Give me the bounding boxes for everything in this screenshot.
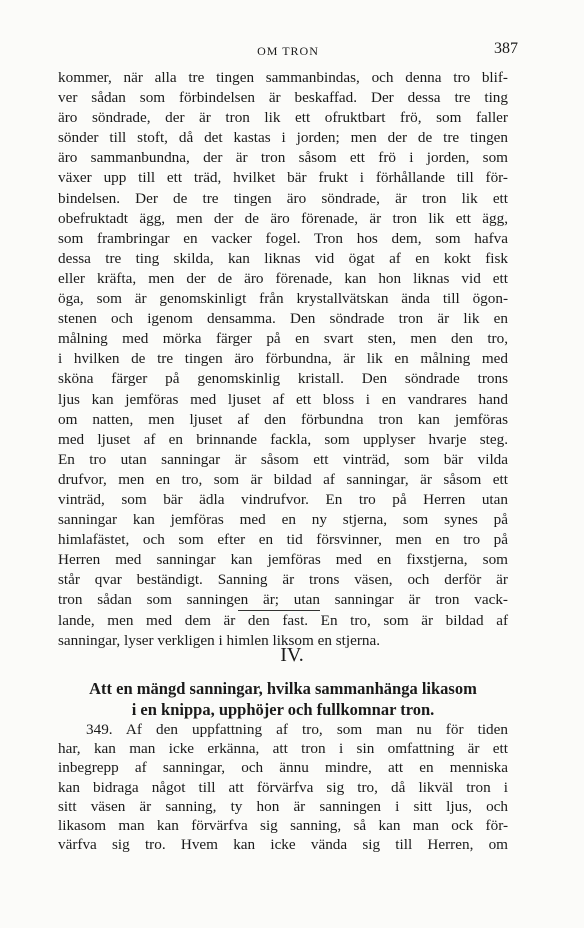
text-line: i hvilken de tre tingen äro förbundna, är lik en målning med bbox=[58, 350, 508, 368]
text-line: med ljuset af en brinnande fackla, som upplyser hvarje steg. bbox=[58, 430, 508, 448]
text-line: eller kräfta, men der de äro förenade, kan hon liknas vid ett bbox=[58, 269, 508, 287]
title-line: i en knippa, upphöjer och fullkomnar tron. bbox=[131, 700, 435, 719]
text-line: inbegrepp af sanningar, och ännu mindre, att en menniska bbox=[58, 759, 508, 777]
text-line: sitt väsen är sanning, ty hon är sanningen i sitt ljus, och bbox=[58, 797, 508, 815]
text-line: obefruktadt ägg, men der de äro förenade, är tron lik ett ägg, bbox=[58, 209, 508, 227]
text-line: sanningar, lyser verkligen i himlen liksom en stjerna. bbox=[58, 631, 381, 649]
paragraph-349 bbox=[58, 720, 508, 854]
text-line: 349. Af den uppfattning af tro, som man nu för tiden bbox=[86, 721, 508, 738]
text-line: som frambringar en vacker fogel. Tron hos dem, som hafva bbox=[58, 229, 508, 247]
text-line: En tro utan sanningar är såsom ett vinträd, som bär vilda bbox=[58, 450, 508, 468]
text-line: har, kan man icke erkänna, att tron i sin omfattning är ett bbox=[58, 740, 508, 758]
text-line: stenen och igenom densamma. Den söndrade tron är lik en bbox=[58, 310, 508, 328]
section-number: IV. bbox=[280, 644, 304, 666]
text-line: öga, som är genomskinligt från krystallvätskan ända till ögon- bbox=[58, 290, 508, 308]
text-line: vinträd, som bär ädla vindrufvor. En tro på Herren utan bbox=[58, 490, 508, 508]
text-line: ljus kan jemföras med ljuset af ett bloss i en vandrares hand bbox=[58, 390, 508, 408]
text-line: sköna färger på genomskinlig kristall. Den söndrade trons bbox=[58, 370, 508, 388]
text-line: kan bidraga något till att förvärfva sig tro, då likväl tron i bbox=[58, 778, 508, 796]
text-line: likasom man kan förvärfva sig sanning, så kan man ock för- bbox=[58, 816, 508, 834]
running-head: OM TRON bbox=[257, 44, 319, 58]
text-line: sönder till stoft, då det kastas i jorden; men der de tre tingen bbox=[58, 129, 508, 147]
text-line: sanningar kan jemföras med en ny stjerna, som synes på bbox=[58, 511, 508, 529]
text-line: drufvor, men en tro, som är bildad af sanningar, är såsom ett bbox=[58, 470, 508, 488]
text-line: lande, men med dem är den fast. En tro, som är bildad af bbox=[58, 611, 508, 629]
text-line: om natten, men ljuset af den förbundna tron kan jemföras bbox=[58, 410, 508, 428]
page-header bbox=[58, 40, 518, 60]
section-divider bbox=[238, 610, 320, 611]
text-line: tron sådan som sanningen är; utan sanningar är tron vack- bbox=[58, 591, 508, 609]
text-line: ver sådan som förbindelsen är beskaffad. Der dessa tre ting bbox=[58, 89, 508, 107]
text-line: Herren med sanningar kan jemföras med en fixstjerna, som bbox=[58, 551, 508, 569]
text-line: äro sammanbundna, der är tron såsom ett frö i jorden, som bbox=[58, 149, 508, 167]
text-line: målning med mörka färger på en svart sten, men den tro, bbox=[58, 330, 508, 348]
text-line: värfva sig tro. Hvem kan icke vända sig till Herren, om bbox=[58, 836, 508, 854]
section-title bbox=[48, 678, 518, 720]
text-line: himlafästet, och som efter en tid försvinner, men en tro på bbox=[58, 531, 508, 549]
text-line: bindelsen. Der de tre tingen äro söndrade, är tron lik ett bbox=[58, 189, 508, 207]
text-line: står qvar beständigt. Sanning är trons väsen, och derför är bbox=[58, 571, 508, 589]
title-line: Att en mängd sanningar, hvilka sammanhänga likasom bbox=[89, 679, 477, 698]
page-number: 387 bbox=[494, 40, 518, 57]
text-line: dessa tre ting skilda, kan liknas vid ögat af en kokt fisk bbox=[58, 249, 508, 267]
text-line: äro söndrade, der är tron lik ett ofruktbart frö, som faller bbox=[58, 109, 508, 127]
text-line: kommer, när alla tre tingen sammanbindas, och denna tro blif- bbox=[58, 69, 508, 86]
paragraph-continued bbox=[58, 68, 508, 651]
text-line: växer upp till ett träd, hvilket bär frukt i förhållande till för- bbox=[58, 169, 508, 187]
